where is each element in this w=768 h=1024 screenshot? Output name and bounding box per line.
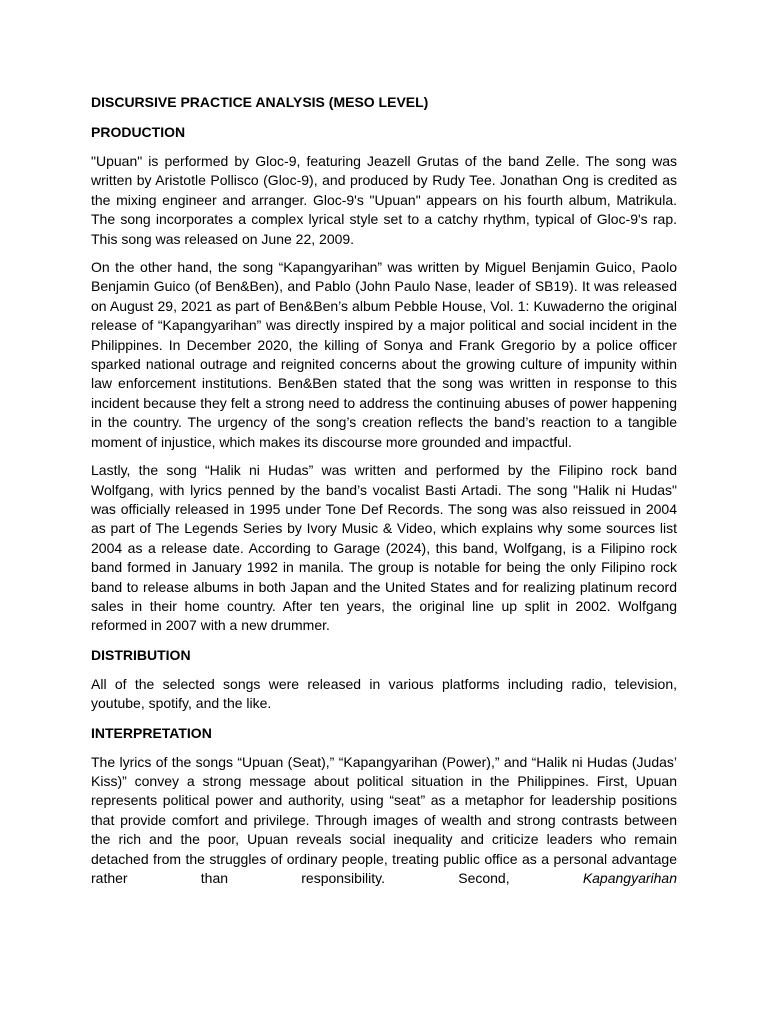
document-title: DISCURSIVE PRACTICE ANALYSIS (MESO LEVEL) — [91, 94, 429, 110]
distribution-paragraph: All of the selected songs were released in various platforms including radio, television, youtube, spotify, and the like. — [91, 675, 677, 712]
section-heading-distribution: DISTRIBUTION — [91, 646, 191, 663]
document-page — [91, 92, 677, 897]
section-heading-interpretation: INTERPRETATION — [91, 724, 212, 741]
production-paragraph-kapangyarihan: On the other hand, the song “Kapangyarihan” was written by Miguel Benjamin Guico, Paolo Benjamin Guico (of Ben&Ben), and Pablo (John Paulo Nase, leader of SB19). It was released on August 29, 2021 as part of Ben&Ben’s album Pebble House, Vol. 1: Kuwaderno the original release of “Kapangyarihan” was directly inspired by a major political and social incident in the Philippines. In December 2020, the killing of Sonya and Frank Gregorio by a police officer sparked national outrage and reignited concerns about the growing culture of impunity within law enforcement institutions. Ben&Ben stated that the song was written in response to this incident because they felt a strong need to address the continuing abuses of power happening in the country. The urgency of the song’s creation reflects the band’s reaction to a tangible moment of injustice, which makes its discourse more grounded and impactful. — [91, 259, 677, 450]
production-paragraph-halik-ni-hudas: Lastly, the song “Halik ni Hudas” was written and performed by the Filipino rock band Wolfgang, with lyrics penned by the band’s vocalist Basti Artadi. The song "Halik ni Hudas" was officially released in 1995 under Tone Def Records. The song was also reissued in 2004 as part of The Legends Series by Ivory Music & Video, which explains why some sources list 2004 as a release date. According to Garage (2024), this band, Wolfgang, is a Filipino rock band formed in January 1992 in manila. The group is notable for being the only Filipino rock band to release albums in both Japan and the United States and for realizing platinum record sales in their home country. After ten years, the original line up split in 2002. Wolfgang reformed in 2007 with a new drummer. — [91, 462, 677, 634]
interpretation-paragraph — [91, 753, 677, 889]
interpretation-italic-song-title: Kapangyarihan — [582, 870, 677, 886]
interpretation-paragraph-text: The lyrics of the songs “Upuan (Seat),” “Kapangyarihan (Power),” and “Halik ni Hudas (Judas’ Kiss)” convey a strong message about political situation in the Philippines. First, Upuan represents political power and authority, using “seat” as a metaphor for leadership positions that provide comfort and privilege. Through images of wealth and strong contrasts between the rich and the poor, Upuan reveals social inequality and criticize leaders who remain detached from the struggles of ordinary people, treating public office as a personal advantage rather than responsibility. Second, — [91, 753, 677, 886]
section-heading-production: PRODUCTION — [91, 124, 186, 140]
production-paragraph-upuan: "Upuan" is performed by Gloc-9, featuring Jeazell Grutas of the band Zelle. The song was written by Aristotle Pollisco (Gloc-9), and produced by Rudy Tee. Jonathan Ong is credited as the mixing engineer and arranger. Gloc-9's "Upuan" appears on his fourth album, Matrikula. The song incorporates a complex lyrical style set to a catchy rhythm, typical of Gloc-9's rap. This song was released on June 22, 2009. — [91, 153, 677, 247]
